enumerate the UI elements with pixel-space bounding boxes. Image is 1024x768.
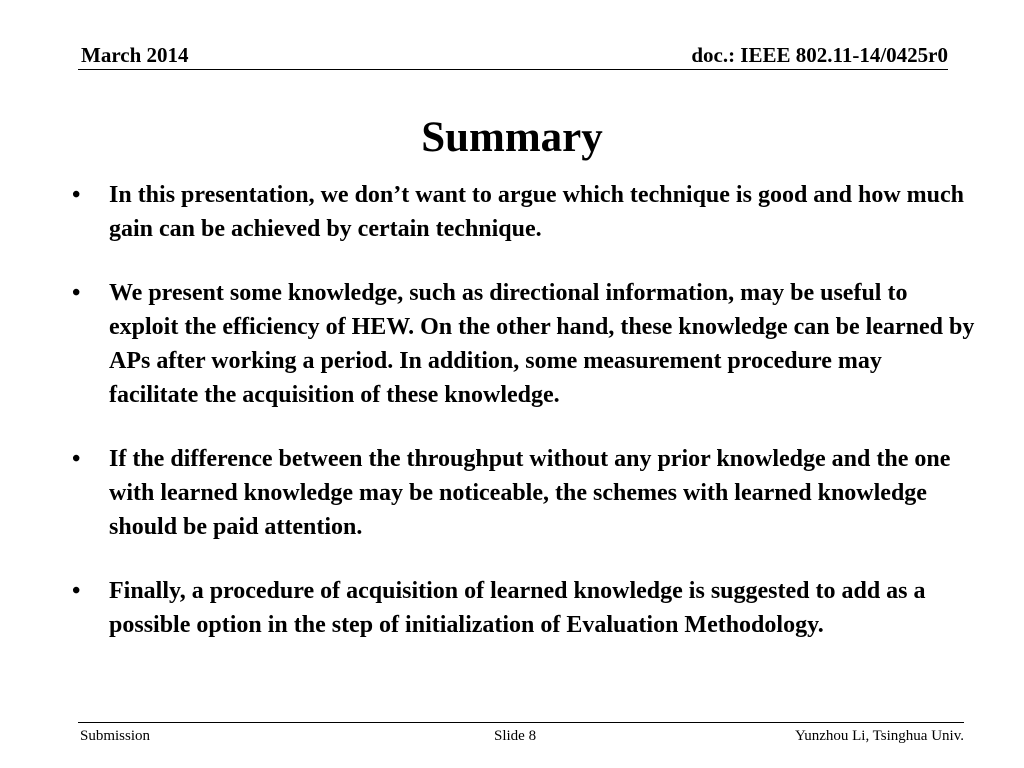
header-date: March 2014 bbox=[81, 43, 189, 67]
footer-submission: Submission bbox=[80, 728, 151, 744]
bullet-text: Finally, a procedure of acquisition of learned knowledge is suggested to add as a possible option in the step of initialization of Evaluation Methodology. bbox=[109, 578, 926, 638]
bullet-list bbox=[72, 178, 976, 672]
bullet-item bbox=[72, 442, 976, 544]
bullet-marker: • bbox=[72, 280, 81, 306]
bullet-item bbox=[72, 178, 976, 246]
bullet-item bbox=[72, 276, 976, 412]
bullet-text: We present some knowledge, such as directional information, may be useful to exploit the efficiency of HEW. On the other hand, these knowledge can be learned by APs after working a period. In addition, some measurement procedure may facilitate the acquisition of these knowledge. bbox=[109, 280, 975, 408]
slide-header bbox=[78, 41, 948, 70]
slide-title: Summary bbox=[421, 114, 603, 161]
bullet-text: In this presentation, we don’t want to argue which technique is good and how much gain can be achieved by certain technique. bbox=[109, 182, 964, 242]
bullet-marker: • bbox=[72, 446, 81, 472]
slide-footer bbox=[78, 722, 964, 747]
footer-slide-number: Slide 8 bbox=[494, 728, 537, 744]
bullet-marker: • bbox=[72, 578, 81, 604]
footer-author: Yunzhou Li, Tsinghua Univ. bbox=[795, 728, 964, 744]
bullet-marker: • bbox=[72, 182, 81, 208]
bullet-item bbox=[72, 574, 976, 642]
bullet-text: If the difference between the throughput without any prior knowledge and the one with learned knowledge may be noticeable, the schemes with learned knowledge should be paid attention. bbox=[109, 446, 951, 540]
header-doc-number: doc.: IEEE 802.11-14/0425r0 bbox=[691, 43, 948, 67]
